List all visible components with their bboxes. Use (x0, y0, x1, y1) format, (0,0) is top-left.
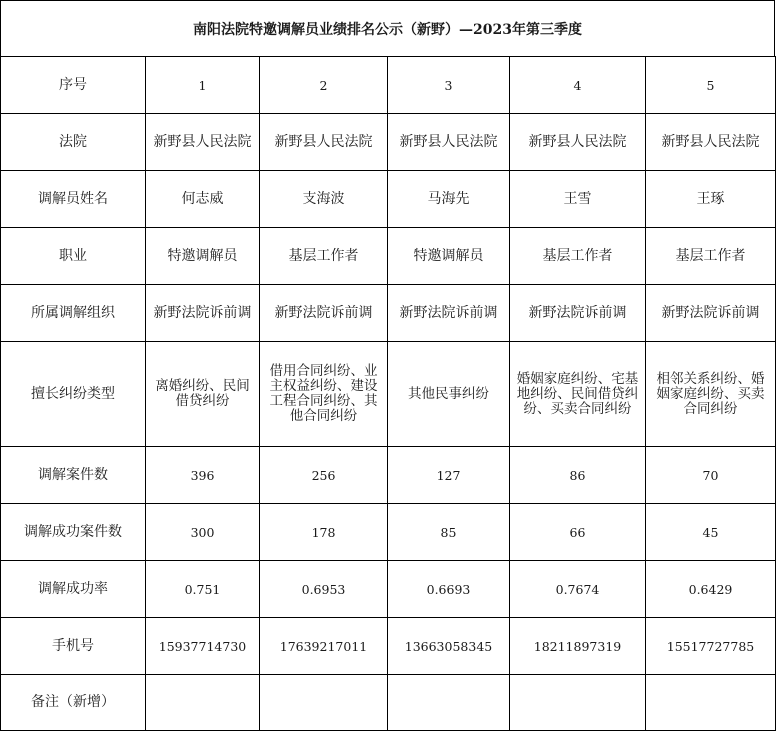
table-cell: 86 (510, 447, 646, 504)
table-cell: 新野县人民法院 (146, 114, 260, 171)
ranking-table (0, 56, 776, 731)
table-cell: 300 (146, 504, 260, 561)
table-cell: 2 (260, 57, 388, 114)
row-label: 手机号 (1, 618, 146, 675)
table-row (1, 618, 776, 675)
table-cell: 45 (646, 504, 776, 561)
table-row (1, 561, 776, 618)
table-cell: 70 (646, 447, 776, 504)
table-cell: 特邀调解员 (146, 228, 260, 285)
table-cell: 0.6429 (646, 561, 776, 618)
table-cell: 何志威 (146, 171, 260, 228)
row-label: 职业 (1, 228, 146, 285)
table-cell: 新野县人民法院 (388, 114, 510, 171)
table-cell: 178 (260, 504, 388, 561)
row-label: 备注（新增） (1, 675, 146, 731)
table-cell: 新野县人民法院 (260, 114, 388, 171)
table-cell: 支海波 (260, 171, 388, 228)
row-label: 法院 (1, 114, 146, 171)
table-row (1, 228, 776, 285)
row-label: 擅长纠纷类型 (1, 342, 146, 447)
table-cell (510, 675, 646, 731)
table-cell: 婚姻家庭纠纷、宅基地纠纷、民间借贷纠纷、买卖合同纠纷 (510, 342, 646, 447)
row-label: 调解员姓名 (1, 171, 146, 228)
table-cell: 5 (646, 57, 776, 114)
row-label: 调解案件数 (1, 447, 146, 504)
table-cell: 18211897319 (510, 618, 646, 675)
table-cell: 新野法院诉前调 (510, 285, 646, 342)
row-label: 序号 (1, 57, 146, 114)
table-cell: 王雪 (510, 171, 646, 228)
table-cell: 新野法院诉前调 (646, 285, 776, 342)
table-cell: 0.6693 (388, 561, 510, 618)
table-cell: 1 (146, 57, 260, 114)
table-cell: 基层工作者 (646, 228, 776, 285)
table-cell: 新野县人民法院 (510, 114, 646, 171)
table-cell: 新野法院诉前调 (146, 285, 260, 342)
table-cell: 85 (388, 504, 510, 561)
table-cell: 新野法院诉前调 (260, 285, 388, 342)
sheet-title: 南阳法院特邀调解员业绩排名公示（新野）—2023年第三季度 (0, 0, 775, 56)
table-cell: 相邻关系纠纷、婚姻家庭纠纷、买卖合同纠纷 (646, 342, 776, 447)
table-cell: 0.6953 (260, 561, 388, 618)
table-cell: 396 (146, 447, 260, 504)
table-cell: 66 (510, 504, 646, 561)
table-row (1, 57, 776, 114)
table-cell: 新野法院诉前调 (388, 285, 510, 342)
row-label: 调解成功案件数 (1, 504, 146, 561)
table-cell: 127 (388, 447, 510, 504)
table-cell: 其他民事纠纷 (388, 342, 510, 447)
table-cell: 特邀调解员 (388, 228, 510, 285)
table-row (1, 504, 776, 561)
row-label: 所属调解组织 (1, 285, 146, 342)
table-cell (260, 675, 388, 731)
table-row (1, 675, 776, 731)
table-cell: 0.751 (146, 561, 260, 618)
table-cell: 新野县人民法院 (646, 114, 776, 171)
table-cell: 借用合同纠纷、业主权益纠纷、建设工程合同纠纷、其他合同纠纷 (260, 342, 388, 447)
table-cell (388, 675, 510, 731)
table-row (1, 285, 776, 342)
table-cell: 15937714730 (146, 618, 260, 675)
table-cell: 15517727785 (646, 618, 776, 675)
table-cell: 13663058345 (388, 618, 510, 675)
table-cell (646, 675, 776, 731)
table-row (1, 342, 776, 447)
table-cell: 0.7674 (510, 561, 646, 618)
table-cell: 17639217011 (260, 618, 388, 675)
table-cell: 离婚纠纷、民间借贷纠纷 (146, 342, 260, 447)
table-row (1, 114, 776, 171)
table-cell: 基层工作者 (510, 228, 646, 285)
table-cell: 256 (260, 447, 388, 504)
table-cell: 王琢 (646, 171, 776, 228)
table-cell: 3 (388, 57, 510, 114)
table-row (1, 447, 776, 504)
row-label: 调解成功率 (1, 561, 146, 618)
table-row (1, 171, 776, 228)
table-cell (146, 675, 260, 731)
table-cell: 4 (510, 57, 646, 114)
table-cell: 马海先 (388, 171, 510, 228)
table-cell: 基层工作者 (260, 228, 388, 285)
